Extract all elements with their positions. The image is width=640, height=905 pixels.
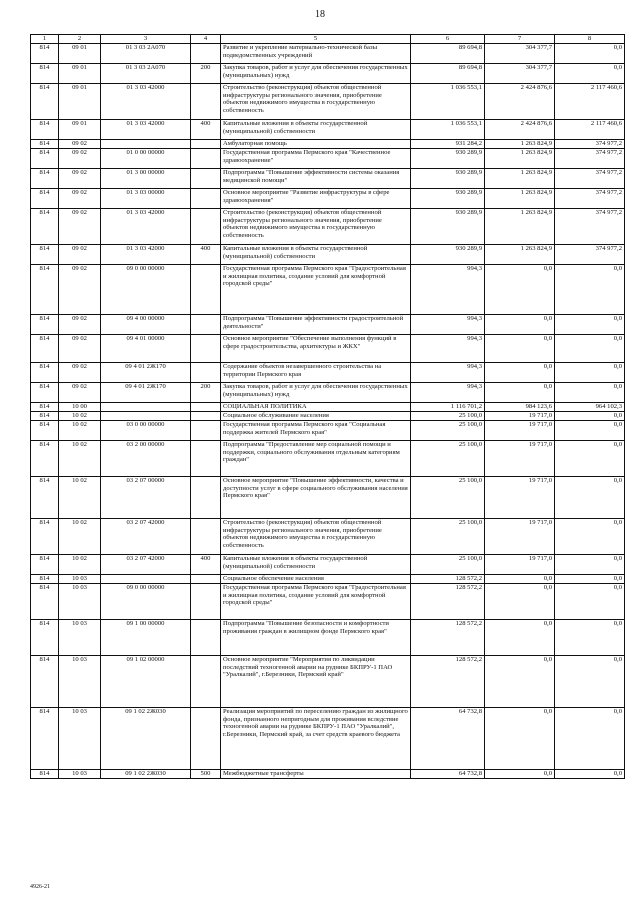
table-row [31, 245, 625, 265]
code-expense-type-cell [191, 519, 221, 555]
amount-year1-cell: 25 100,0 [411, 555, 485, 575]
amount-year2-cell: 19 717,0 [485, 519, 555, 555]
table-row [31, 584, 625, 620]
table-row [31, 265, 625, 315]
code-ministry-cell: 814 [31, 84, 59, 120]
name-cell: Развитие и укрепление материально-технической базы подведомственных учреждений [221, 44, 411, 64]
code-expense-type-cell [191, 575, 221, 584]
amount-year3-cell: 0,0 [555, 441, 625, 477]
table-row [31, 64, 625, 84]
header-cell: 5 [221, 35, 411, 44]
code-target-cell: 01 3 03 00000 [101, 189, 191, 209]
code-section-cell: 10 02 [59, 555, 101, 575]
amount-year3-cell: 0,0 [555, 770, 625, 779]
code-target-cell: 09 4 00 00000 [101, 315, 191, 335]
code-section-cell: 10 00 [59, 403, 101, 412]
code-target-cell: 03 2 07 00000 [101, 477, 191, 519]
name-cell: Подпрограмма "Предоставление мер социальной помощи и поддержки, социального обслуживания отдельным категориям граждан" [221, 441, 411, 477]
code-section-cell: 10 02 [59, 441, 101, 477]
header-row [31, 35, 625, 44]
table-row [31, 335, 625, 363]
code-expense-type-cell [191, 84, 221, 120]
code-expense-type-cell [191, 656, 221, 708]
code-target-cell: 01 3 03 42000 [101, 120, 191, 140]
code-ministry-cell: 814 [31, 403, 59, 412]
name-cell: Капитальные вложения в объекты государственной (муниципальной) собственности [221, 245, 411, 265]
amount-year3-cell: 374 977,2 [555, 189, 625, 209]
amount-year3-cell: 0,0 [555, 44, 625, 64]
code-section-cell: 09 02 [59, 265, 101, 315]
header-cell: 3 [101, 35, 191, 44]
code-expense-type-cell [191, 363, 221, 383]
table-row [31, 770, 625, 779]
amount-year1-cell: 1 036 553,1 [411, 84, 485, 120]
amount-year2-cell: 1 263 824,9 [485, 169, 555, 189]
code-ministry-cell: 814 [31, 335, 59, 363]
code-ministry-cell: 814 [31, 441, 59, 477]
name-cell: Амбулаторная помощь [221, 140, 411, 149]
code-section-cell: 09 02 [59, 169, 101, 189]
code-target-cell: 09 1 02 2Ж030 [101, 708, 191, 770]
amount-year3-cell: 374 977,2 [555, 140, 625, 149]
code-target-cell: 03 0 00 00000 [101, 421, 191, 441]
name-cell: Подпрограмма "Повышение безопасности и комфортности проживания граждан в жилищном фонде Пермского края" [221, 620, 411, 656]
code-target-cell: 03 2 07 42000 [101, 519, 191, 555]
amount-year3-cell: 374 977,2 [555, 209, 625, 245]
code-target-cell: 03 2 07 42000 [101, 555, 191, 575]
code-target-cell: 01 3 03 2А070 [101, 44, 191, 64]
code-expense-type-cell [191, 441, 221, 477]
header-cell: 4 [191, 35, 221, 44]
code-ministry-cell: 814 [31, 656, 59, 708]
code-expense-type-cell [191, 421, 221, 441]
amount-year1-cell: 128 572,2 [411, 575, 485, 584]
code-ministry-cell: 814 [31, 770, 59, 779]
table-row [31, 519, 625, 555]
code-expense-type-cell [191, 477, 221, 519]
code-target-cell: 01 3 03 42000 [101, 84, 191, 120]
name-cell: Межбюджетные трансферты [221, 770, 411, 779]
amount-year3-cell: 0,0 [555, 383, 625, 403]
code-target-cell: 09 0 00 00000 [101, 265, 191, 315]
amount-year2-cell: 1 263 824,9 [485, 140, 555, 149]
code-expense-type-cell [191, 149, 221, 169]
code-expense-type-cell [191, 265, 221, 315]
code-target-cell: 09 1 02 00000 [101, 656, 191, 708]
code-ministry-cell: 814 [31, 64, 59, 84]
code-expense-type-cell [191, 140, 221, 149]
code-section-cell: 09 02 [59, 245, 101, 265]
amount-year3-cell: 0,0 [555, 363, 625, 383]
amount-year2-cell: 0,0 [485, 265, 555, 315]
code-section-cell: 09 02 [59, 315, 101, 335]
header-cell: 8 [555, 35, 625, 44]
code-ministry-cell: 814 [31, 363, 59, 383]
amount-year2-cell: 984 123,6 [485, 403, 555, 412]
code-ministry-cell: 814 [31, 189, 59, 209]
table-row [31, 315, 625, 335]
amount-year2-cell: 0,0 [485, 770, 555, 779]
footer-code: 4926-21 [30, 884, 50, 890]
table-row [31, 575, 625, 584]
code-section-cell: 10 02 [59, 519, 101, 555]
name-cell: Государственная программа Пермского края "Градостроительная и жилищная политика, создание условий для комфортной городской среды" [221, 265, 411, 315]
amount-year3-cell: 0,0 [555, 656, 625, 708]
code-section-cell: 10 03 [59, 656, 101, 708]
code-ministry-cell: 814 [31, 519, 59, 555]
table-row [31, 383, 625, 403]
amount-year1-cell: 128 572,2 [411, 584, 485, 620]
code-ministry-cell: 814 [31, 708, 59, 770]
code-section-cell: 09 02 [59, 149, 101, 169]
amount-year2-cell: 0,0 [485, 708, 555, 770]
amount-year1-cell: 931 284,2 [411, 140, 485, 149]
amount-year3-cell: 2 117 460,6 [555, 84, 625, 120]
code-section-cell: 10 03 [59, 620, 101, 656]
amount-year3-cell: 0,0 [555, 477, 625, 519]
code-section-cell: 10 02 [59, 421, 101, 441]
amount-year2-cell: 2 424 876,6 [485, 120, 555, 140]
amount-year1-cell: 994,3 [411, 335, 485, 363]
table-row [31, 189, 625, 209]
code-section-cell: 10 02 [59, 412, 101, 421]
amount-year1-cell: 25 100,0 [411, 421, 485, 441]
name-cell: Капитальные вложения в объекты государственной (муниципальной) собственности [221, 120, 411, 140]
table-row [31, 44, 625, 64]
code-target-cell: 09 4 01 00000 [101, 335, 191, 363]
amount-year3-cell: 0,0 [555, 335, 625, 363]
table-row [31, 403, 625, 412]
amount-year3-cell: 0,0 [555, 315, 625, 335]
amount-year1-cell: 994,3 [411, 383, 485, 403]
code-section-cell: 09 01 [59, 84, 101, 120]
header-cell: 6 [411, 35, 485, 44]
code-section-cell: 09 01 [59, 44, 101, 64]
amount-year3-cell: 0,0 [555, 519, 625, 555]
table-row [31, 421, 625, 441]
table-row [31, 169, 625, 189]
table-row [31, 84, 625, 120]
table-row [31, 363, 625, 383]
code-expense-type-cell [191, 412, 221, 421]
header-cell: 2 [59, 35, 101, 44]
name-cell: Реализация мероприятий по переселению граждан из жилищного фонда, признанного непригодным для проживания вследствие техногенной аварии на руднике БКПРУ-1 ПАО "Уралкалий", г.Березники, Пермский край, за счет средств краевого бюджета [221, 708, 411, 770]
amount-year1-cell: 994,3 [411, 265, 485, 315]
code-target-cell: 03 2 00 00000 [101, 441, 191, 477]
name-cell: Закупка товаров, работ и услуг для обеспечения государственных (муниципальных) нужд [221, 383, 411, 403]
amount-year1-cell: 1 116 701,2 [411, 403, 485, 412]
code-target-cell [101, 575, 191, 584]
header-cell: 1 [31, 35, 59, 44]
amount-year2-cell: 0,0 [485, 363, 555, 383]
code-target-cell: 09 1 02 2Ж030 [101, 770, 191, 779]
amount-year3-cell: 0,0 [555, 265, 625, 315]
amount-year1-cell: 25 100,0 [411, 412, 485, 421]
code-ministry-cell: 814 [31, 245, 59, 265]
amount-year1-cell: 930 289,9 [411, 209, 485, 245]
name-cell: Государственная программа Пермского края "Социальная поддержка жителей Пермского края" [221, 421, 411, 441]
code-ministry-cell: 814 [31, 315, 59, 335]
amount-year2-cell: 304 377,7 [485, 44, 555, 64]
name-cell: Основное мероприятие "Повышение эффективности, качества и доступности услуг в сфере социального обслуживания населения Пермского края" [221, 477, 411, 519]
code-expense-type-cell [191, 209, 221, 245]
code-ministry-cell: 814 [31, 44, 59, 64]
name-cell: Строительство (реконструкция) объектов общественной инфраструктуры регионального значения, приобретение объектов недвижимого имущества в государственную собственность [221, 519, 411, 555]
amount-year1-cell: 930 289,9 [411, 245, 485, 265]
code-target-cell: 01 3 03 42000 [101, 209, 191, 245]
table-row [31, 441, 625, 477]
code-expense-type-cell: 500 [191, 770, 221, 779]
amount-year2-cell: 0,0 [485, 620, 555, 656]
table-row [31, 149, 625, 169]
amount-year2-cell: 19 717,0 [485, 421, 555, 441]
name-cell: Государственная программа Пермского края "Качественное здравоохранение" [221, 149, 411, 169]
code-expense-type-cell [191, 708, 221, 770]
table-row [31, 555, 625, 575]
code-ministry-cell: 814 [31, 383, 59, 403]
amount-year2-cell: 1 263 824,9 [485, 189, 555, 209]
amount-year2-cell: 19 717,0 [485, 555, 555, 575]
name-cell: Основное мероприятие "Развитие инфраструктуры в сфере здравоохранения" [221, 189, 411, 209]
table-row [31, 209, 625, 245]
code-expense-type-cell: 400 [191, 245, 221, 265]
code-expense-type-cell: 200 [191, 383, 221, 403]
code-target-cell: 01 3 03 2А070 [101, 64, 191, 84]
code-target-cell [101, 412, 191, 421]
budget-table [30, 34, 625, 779]
code-expense-type-cell [191, 403, 221, 412]
code-expense-type-cell [191, 189, 221, 209]
code-target-cell: 01 3 00 00000 [101, 169, 191, 189]
table-row [31, 477, 625, 519]
name-cell: Капитальные вложения в объекты государственной (муниципальной) собственности [221, 555, 411, 575]
amount-year3-cell: 0,0 [555, 421, 625, 441]
amount-year2-cell: 1 263 824,9 [485, 245, 555, 265]
amount-year1-cell: 930 289,9 [411, 169, 485, 189]
amount-year2-cell: 0,0 [485, 584, 555, 620]
code-section-cell: 10 03 [59, 575, 101, 584]
table-body [31, 44, 625, 779]
amount-year1-cell: 89 694,8 [411, 64, 485, 84]
amount-year2-cell: 19 717,0 [485, 412, 555, 421]
code-target-cell: 01 3 03 42000 [101, 245, 191, 265]
amount-year1-cell: 25 100,0 [411, 519, 485, 555]
amount-year3-cell: 0,0 [555, 708, 625, 770]
name-cell: Содержание объектов незавершенного строительства на территории Пермского края [221, 363, 411, 383]
code-expense-type-cell [191, 620, 221, 656]
name-cell: Строительство (реконструкция) объектов общественной инфраструктуры регионального значения, приобретение объектов недвижимого имущества в государственную собственность [221, 84, 411, 120]
amount-year1-cell: 1 036 553,1 [411, 120, 485, 140]
code-section-cell: 09 02 [59, 383, 101, 403]
amount-year3-cell: 0,0 [555, 64, 625, 84]
amount-year2-cell: 2 424 876,6 [485, 84, 555, 120]
amount-year3-cell: 0,0 [555, 620, 625, 656]
code-expense-type-cell [191, 335, 221, 363]
amount-year2-cell: 0,0 [485, 383, 555, 403]
amount-year2-cell: 0,0 [485, 656, 555, 708]
code-section-cell: 09 02 [59, 209, 101, 245]
code-target-cell: 09 1 00 00000 [101, 620, 191, 656]
code-section-cell: 09 01 [59, 120, 101, 140]
code-ministry-cell: 814 [31, 421, 59, 441]
amount-year3-cell: 0,0 [555, 584, 625, 620]
amount-year2-cell: 0,0 [485, 335, 555, 363]
code-ministry-cell: 814 [31, 584, 59, 620]
code-ministry-cell: 814 [31, 477, 59, 519]
amount-year1-cell: 89 694,8 [411, 44, 485, 64]
code-ministry-cell: 814 [31, 555, 59, 575]
code-target-cell [101, 140, 191, 149]
code-section-cell: 09 02 [59, 363, 101, 383]
amount-year2-cell: 1 263 824,9 [485, 149, 555, 169]
amount-year2-cell: 304 377,7 [485, 64, 555, 84]
name-cell: Социальное обслуживание населения [221, 412, 411, 421]
name-cell: Государственная программа Пермского края "Градостроительная и жилищная политика, создание условий для комфортной городской среды" [221, 584, 411, 620]
code-target-cell: 09 4 01 2Ж170 [101, 363, 191, 383]
amount-year1-cell: 25 100,0 [411, 441, 485, 477]
name-cell: Социальное обеспечение населения [221, 575, 411, 584]
name-cell: СОЦИАЛЬНАЯ ПОЛИТИКА [221, 403, 411, 412]
code-ministry-cell: 814 [31, 169, 59, 189]
name-cell: Строительство (реконструкция) объектов общественной инфраструктуры регионального значения, приобретение объектов недвижимого имущества в государственную собственность [221, 209, 411, 245]
table-row [31, 140, 625, 149]
code-section-cell: 09 02 [59, 189, 101, 209]
code-ministry-cell: 814 [31, 575, 59, 584]
amount-year3-cell: 374 977,2 [555, 169, 625, 189]
amount-year1-cell: 64 732,8 [411, 708, 485, 770]
code-ministry-cell: 814 [31, 209, 59, 245]
amount-year3-cell: 964 102,3 [555, 403, 625, 412]
code-expense-type-cell [191, 315, 221, 335]
code-target-cell: 09 0 00 00000 [101, 584, 191, 620]
amount-year2-cell: 0,0 [485, 315, 555, 335]
table-row [31, 120, 625, 140]
table-row [31, 620, 625, 656]
amount-year3-cell: 0,0 [555, 575, 625, 584]
code-expense-type-cell [191, 44, 221, 64]
code-section-cell: 10 03 [59, 770, 101, 779]
code-section-cell: 10 02 [59, 477, 101, 519]
code-ministry-cell: 814 [31, 620, 59, 656]
code-section-cell: 10 03 [59, 708, 101, 770]
table-row [31, 412, 625, 421]
header-cell: 7 [485, 35, 555, 44]
name-cell: Подпрограмма "Повышение эффективности градостроительной деятельности" [221, 315, 411, 335]
code-expense-type-cell [191, 584, 221, 620]
amount-year2-cell: 19 717,0 [485, 477, 555, 519]
code-target-cell [101, 403, 191, 412]
table-row [31, 656, 625, 708]
amount-year3-cell: 0,0 [555, 412, 625, 421]
code-ministry-cell: 814 [31, 412, 59, 421]
code-expense-type-cell: 400 [191, 120, 221, 140]
amount-year1-cell: 128 572,2 [411, 656, 485, 708]
amount-year2-cell: 0,0 [485, 575, 555, 584]
code-expense-type-cell: 200 [191, 64, 221, 84]
amount-year1-cell: 930 289,9 [411, 189, 485, 209]
amount-year2-cell: 1 263 824,9 [485, 209, 555, 245]
amount-year1-cell: 64 732,8 [411, 770, 485, 779]
page-number: 18 [315, 9, 325, 20]
name-cell: Подпрограмма "Повышение эффективности системы оказания медицинской помощи" [221, 169, 411, 189]
amount-year3-cell: 374 977,2 [555, 245, 625, 265]
code-ministry-cell: 814 [31, 265, 59, 315]
code-expense-type-cell [191, 169, 221, 189]
code-target-cell: 01 0 00 00000 [101, 149, 191, 169]
table-row [31, 708, 625, 770]
amount-year1-cell: 25 100,0 [411, 477, 485, 519]
code-ministry-cell: 814 [31, 140, 59, 149]
code-ministry-cell: 814 [31, 149, 59, 169]
name-cell: Закупка товаров, работ и услуг для обеспечения государственных (муниципальных) нужд [221, 64, 411, 84]
code-target-cell: 09 4 01 2Ж170 [101, 383, 191, 403]
amount-year1-cell: 128 572,2 [411, 620, 485, 656]
amount-year1-cell: 994,3 [411, 363, 485, 383]
code-ministry-cell: 814 [31, 120, 59, 140]
amount-year3-cell: 2 117 460,6 [555, 120, 625, 140]
code-section-cell: 09 02 [59, 140, 101, 149]
name-cell: Основное мероприятие "Обеспечение выполнения функций в сфере градостроительства, архитектуры и ЖКХ" [221, 335, 411, 363]
amount-year1-cell: 994,3 [411, 315, 485, 335]
code-section-cell: 09 02 [59, 335, 101, 363]
amount-year3-cell: 374 977,2 [555, 149, 625, 169]
name-cell: Основное мероприятие "Мероприятия по ликвидации последствий техногенной аварии на руднике БКПРУ-1 ПАО "Уралкалий", г.Березники, Пермский край" [221, 656, 411, 708]
amount-year2-cell: 19 717,0 [485, 441, 555, 477]
code-section-cell: 10 03 [59, 584, 101, 620]
code-expense-type-cell: 400 [191, 555, 221, 575]
amount-year1-cell: 930 289,9 [411, 149, 485, 169]
code-section-cell: 09 01 [59, 64, 101, 84]
amount-year3-cell: 0,0 [555, 555, 625, 575]
